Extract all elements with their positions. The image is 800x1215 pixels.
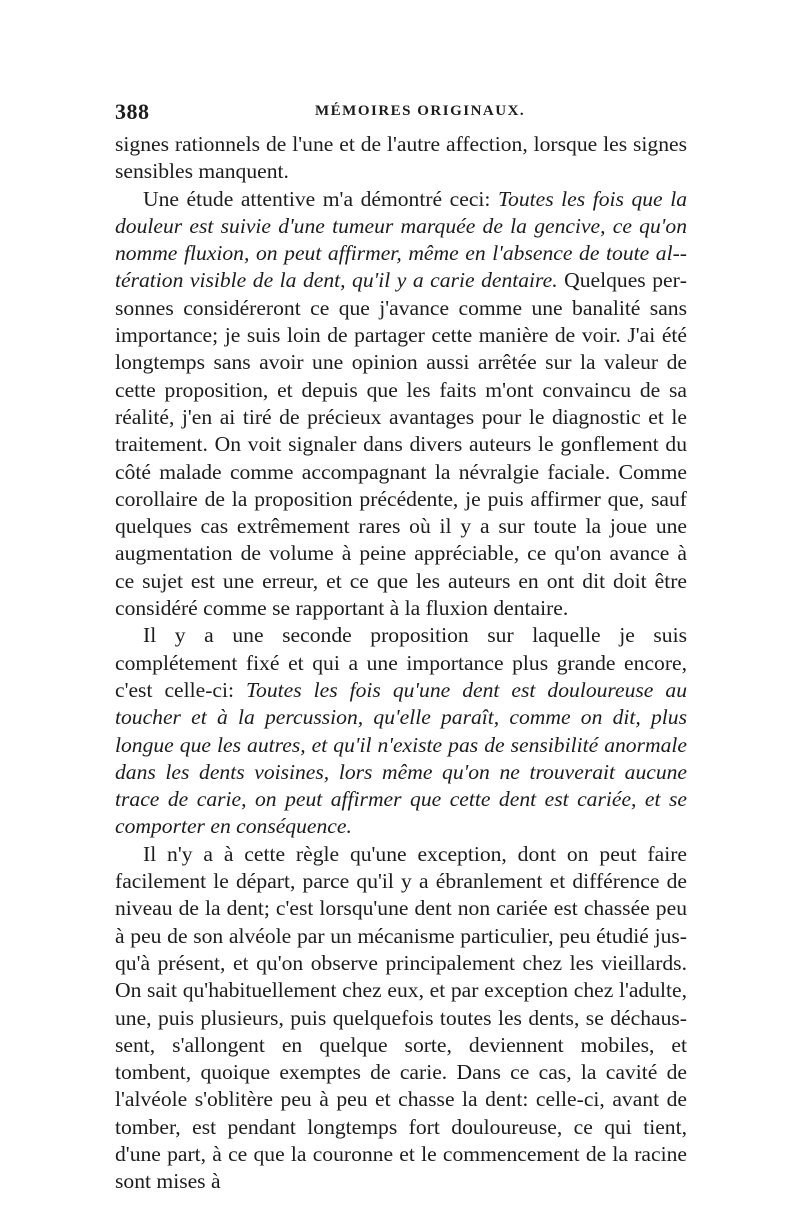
text-run: Une étude attentive m'a démontré ceci: [143, 186, 498, 211]
paragraph [115, 186, 687, 623]
page-number: 388 [115, 99, 150, 124]
italic-text-run: Toutes les fois que la douleur est suivie d'une tumeur marquée de la gencive, ce qu'on nomme fluxion, on peut affirmer, même en l'absence de toute al-tération visible de la dent, qu'il y a carie dentaire. [115, 186, 687, 293]
paragraph [115, 841, 687, 1196]
body-text [115, 131, 687, 1196]
italic-text-run: Toutes les fois qu'une dent est douloureuse au toucher et à la percussion, qu'elle paraît, comme on dit, plus longue que les autres, et qu'il n'existe pas de sensibilité anormale dans les dents voisines, lors même qu'on ne trouverait aucune trace de carie, on peut affirmer que cette dent est cariée, et se comporter en conséquence. [115, 677, 687, 839]
page-header [115, 99, 687, 129]
text-run: signes rationnels de l'une et de l'autre affection, lorsque les signes sensibles manquent. [115, 132, 687, 184]
paragraph [115, 622, 687, 840]
text-run: Il n'y a à cette règle qu'une exception, dont on peut faire facilement le départ, parce qu'il y a ébranlement et différence de niveau de la dent; c'est lorsqu'une dent non cariée est chassée peu à peu de son alvéole par un mécanisme particulier, peu étudié jusqu'à présent, et qu'on observe principalement chez les vieillards. On sait qu'habituellement chez eux, et par exception chez l'adulte, une, puis plusieurs, puis quelquefois toutes les dents, se déchaussent, s'allongent en quelque sorte, deviennent mobiles, et tombent, quoique exemptes de carie. Dans ce cas, la cavité de l'alvéole s'oblitère peu à peu et chasse la dent: celle-ci, avant de tomber, est pendant longtemps fort douloureuse, ce qui tient, d'une part, à ce que la couronne et le commencement de la racine sont mises à [115, 841, 687, 1194]
paragraph [115, 131, 687, 186]
running-title: MÉMOIRES ORIGINAUX. [315, 103, 526, 119]
text-run: Quelques personnes considéreront ce que j'avance comme une banalité sans importance; je suis loin de partager cette manière de voir. J'ai été longtemps sans avoir une opinion aussi arrêtée sur la valeur de cette proposition, et depuis que les faits m'ont convaincu de sa réalité, j'en ai tiré de précieux avantages pour le diagnostic et le traitement. On voit signaler dans divers auteurs le gonflement du côté malade comme accompagnant la névralgie faciale. Comme corollaire de la proposition précédente, je puis affirmer que, sauf quelques cas extrêmement rares où il y a sur toute la joue une augmentation de volume à peine appréciable, ce qu'on avance à ce sujet est une erreur, et ce que les auteurs en ont dit doit être considéré comme se rapportant à la fluxion dentaire. [115, 268, 687, 621]
text-run: Il y a une seconde proposition sur laquelle je suis complétement fixé et qui a une importance plus grande encore, c'est celle-ci: [115, 623, 687, 702]
